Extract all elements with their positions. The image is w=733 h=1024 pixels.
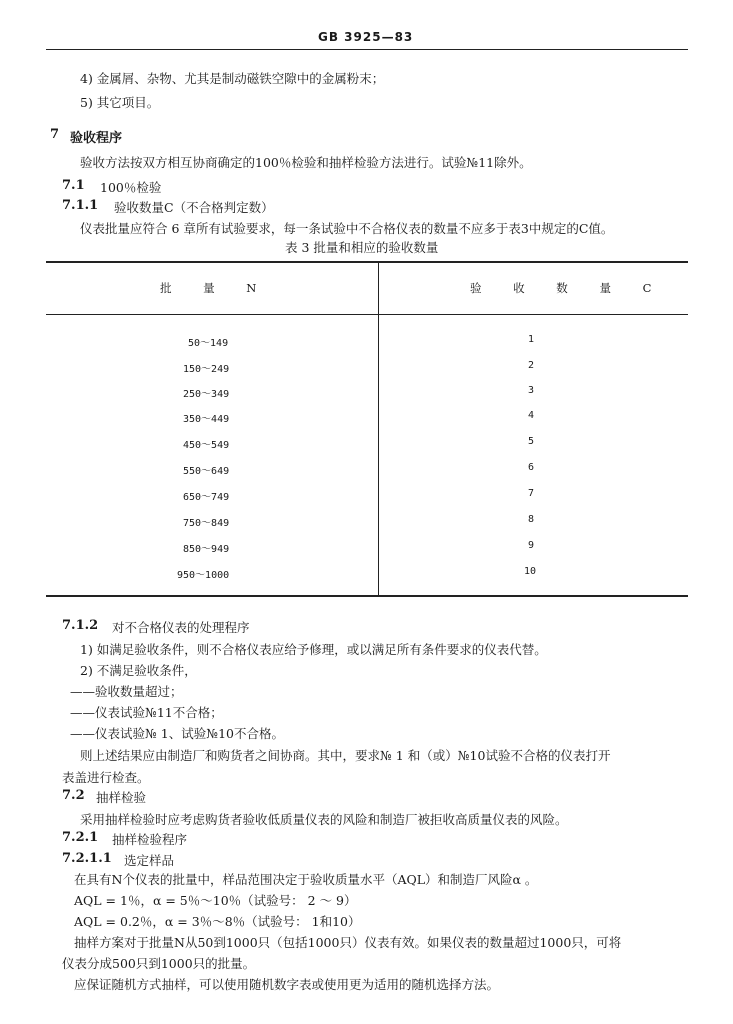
table-cell-lot: 850～949 [183,544,230,555]
paragraph-line: ——验收数量超过； [70,684,183,699]
table-cell-accept: 6 [528,462,535,473]
section-7-2-1-1-title: 选定样品 [124,853,175,868]
section-7-2-1-number: 7.2.1 [62,830,99,845]
section-7-number: 7 [50,127,60,142]
paragraph-line: 仪表分成500只到1000只的批量。 [62,956,256,971]
paragraph-line: 2) 不满足验收条件， [80,663,197,678]
paragraph-line: 应保证随机方式抽样，可以使用随机数字表或使用更为适用的随机选择方法。 [74,977,500,992]
list-item-5: 5) 其它项目。 [80,95,160,110]
section-7-title: 验收程序 [70,131,123,146]
table-header-acceptance-number: 验 收 数 量 C [470,281,666,295]
section-7-2-number: 7.2 [62,788,85,803]
section-7-2-1-1-number: 7.2.1.1 [62,851,112,866]
section-7-1-2-title: 对不合格仪表的处理程序 [112,620,250,635]
table-cell-accept: 1 [528,334,535,345]
paragraph-line: AQL = 0.2％，α = 3％～8％（试验号： 1和10） [74,914,361,929]
section-7-1-1-title: 验收数量C（不合格判定数） [114,200,274,215]
table-cell-accept: 4 [528,410,535,421]
section-7-2-title: 抽样检验 [96,790,147,805]
table-header-lot-size: 批 量 N [160,281,271,295]
section-7-2-text: 采用抽样检验时应考虑购货者验收低质量仪表的风险和制造厂被拒收高质量仪表的风险。 [80,812,568,827]
table-cell-lot: 650～749 [183,492,230,503]
section-7-2-1-title: 抽样检验程序 [112,832,188,847]
paragraph-line: ——仪表试验№ 1、试验№10不合格。 [70,726,284,741]
table-bottom-rule [46,595,688,597]
section-7-1-2-number: 7.1.2 [62,618,99,633]
section-7-1-1-text: 仪表批量应符合 6 章所有试验要求，每一条试验中不合格仪表的数量不应多于表3中规定的C值。 [80,221,614,236]
table-cell-lot: 450～549 [183,440,230,451]
paragraph-line: 在具有N个仪表的批量中，样品范围决定于验收质量水平（AQL）和制造厂风险α 。 [74,872,538,887]
table-cell-accept: 3 [528,385,535,396]
section-7-1-number: 7.1 [62,178,85,193]
header-rule [46,49,688,50]
table-top-rule [46,261,688,263]
table-cell-lot: 750～849 [183,518,230,529]
table-cell-lot: 250～349 [183,389,230,400]
table-cell-accept: 2 [528,360,535,371]
table-cell-lot: 50～149 [188,338,229,349]
paragraph-line: ——仪表试验№11不合格； [70,705,223,720]
table-cell-lot: 150～249 [183,364,230,375]
table-cell-accept: 9 [528,540,535,551]
table-cell-lot: 550～649 [183,466,230,477]
paragraph-line: 表盖进行检查。 [62,770,150,785]
table-cell-accept: 10 [524,566,537,577]
standard-number-header: GB 3925—83 [318,30,414,44]
table-cell-lot: 950～1000 [177,570,230,581]
section-7-text: 验收方法按双方相互协商确定的100％检验和抽样检验方法进行。试验№11除外。 [80,155,532,170]
paragraph-line: AQL = 1％，α = 5％～10％（试验号： 2 ～ 9） [74,893,357,908]
paragraph-line: 则上述结果应由制造厂和购货者之间协商。其中，要求№ 1 和（或）№10试验不合格的仪表打开 [80,748,611,763]
table-cell-lot: 350～449 [183,414,230,425]
paragraph-line: 抽样方案对于批量N从50到1000只（包括1000只）仪表有效。如果仪表的数量超过1000只，可将 [74,935,622,950]
table-header-rule [46,314,688,315]
table-column-divider [378,262,379,595]
table-cell-accept: 7 [528,488,535,499]
section-7-1-1-number: 7.1.1 [62,198,99,213]
paragraph-line: 1) 如满足验收条件，则不合格仪表应给予修理，或以满足所有条件要求的仪表代替。 [80,642,547,657]
table-caption: 表 3 批量和相应的验收数量 [285,240,439,255]
list-item-4: 4) 金属屑、杂物、尤其是制动磁铁空隙中的金属粉末； [80,71,385,86]
section-7-1-title: 100％检验 [100,180,162,195]
table-cell-accept: 8 [528,514,535,525]
table-cell-accept: 5 [528,436,535,447]
